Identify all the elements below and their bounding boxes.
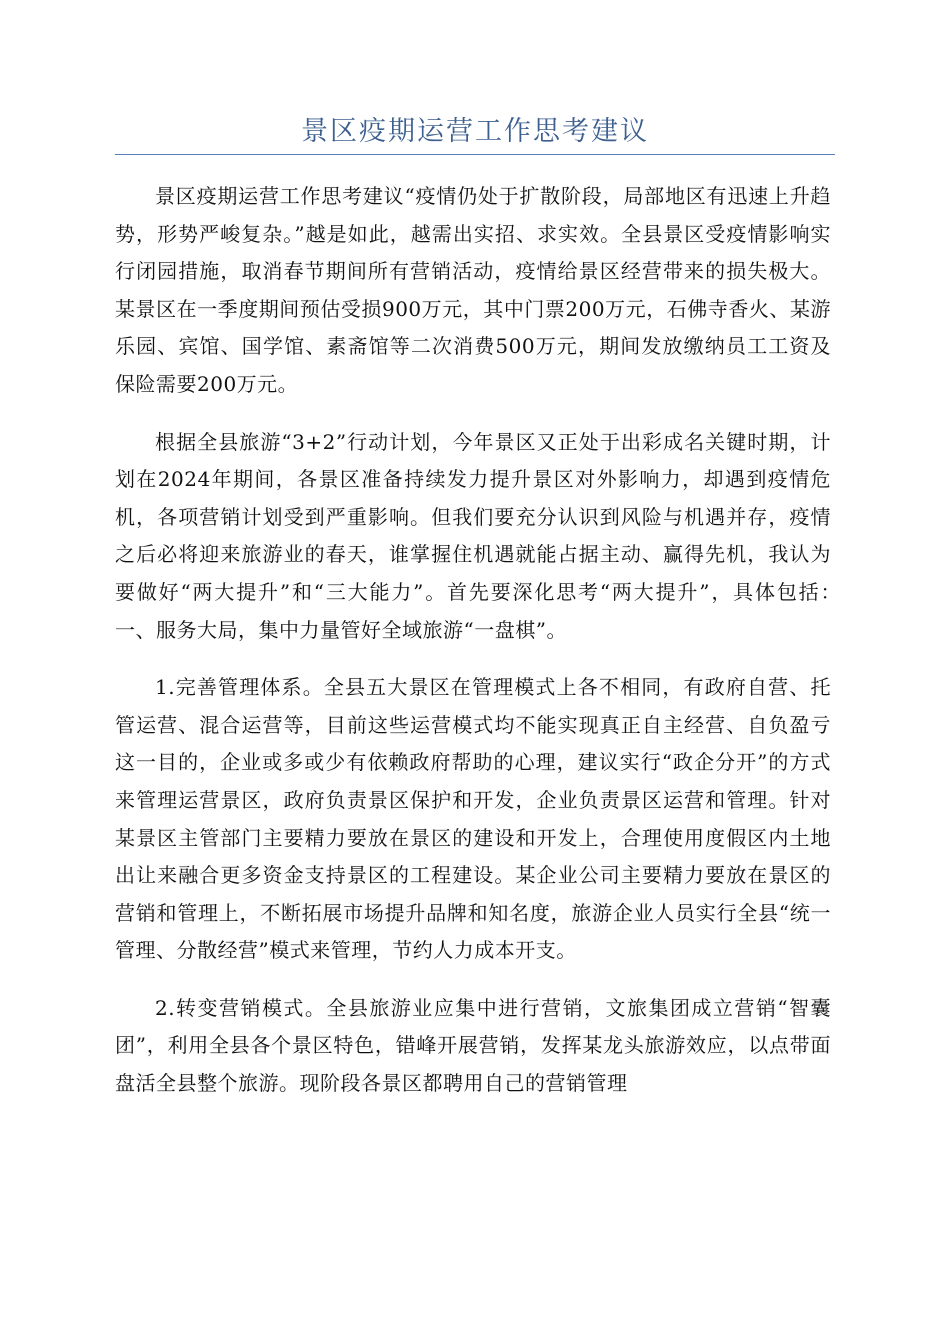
document-body (115, 178, 852, 1123)
paragraph-2: 根据全县旅游“3+2”行动计划，今年景区又正处于出彩成名关键时期，计划在2024年期间，各景区准备持续发力提升景区对外影响力，却遇到疫情危机，各项营销计划受到严重影响。但我们要充分认识到风险与机遇并存，疫情之后必将迎来旅游业的春天，谁掌握住机遇就能占据主动、赢得先机，我认为要做好“两大提升”和“三大能力”。首先要深化思考“两大提升”，具体包括： 一、服务大局，集中力量管好全域旅游“一盘棋”。 (115, 429, 852, 642)
document-title: 景区疫期运营工作思考建议 (301, 116, 649, 147)
paragraph-3: 1.完善管理体系。全县五大景区在管理模式上各不相同，有政府自营、托管运营、混合运营等，目前这些运营模式均不能实现真正自主经营、自负盈亏这一目的，企业或多或少有依赖政府帮助的心理，建议实行“政企分开”的方式来管理运营景区，政府负责景区保护和开发，企业负责景区运营和管理。针对某景区主管部门主要精力要放在景区的建设和开发上，合理使用度假区内土地出让来融合更多资金支持景区的工程建设。某企业公司主要精力要放在景区的营销和管理上，不断拓展市场提升品牌和知名度，旅游企业人员实行全县“统一管理、分散经营”模式来管理，节约人力成本开支。 (115, 675, 831, 963)
title-underline (115, 154, 835, 155)
paragraph-4: 2.转变营销模式。全县旅游业应集中进行营销，文旅集团成立营销“智囊团”，利用全县各个景区特色，错峰开展营销，发挥某龙头旅游效应，以点带面盘活全县整个旅游。现阶段各景区都聘用自己的营销管理 (115, 995, 831, 1096)
paragraph-1: 景区疫期运营工作思考建议“疫情仍处于扩散阶段，局部地区有迅速上升趋势，形势严峻复杂。”越是如此，越需出实招、求实效。全县景区受疫情影响实行闭园措施，取消春节期间所有营销活动，疫情给景区经营带来的损失极大。某景区在一季度期间预估受损900万元，其中门票200万元，石佛寺香火、某游乐园、宾馆、国学馆、素斋馆等二次消费500万元，期间发放缴纳员工工资及保险需要200万元。 (115, 184, 831, 396)
